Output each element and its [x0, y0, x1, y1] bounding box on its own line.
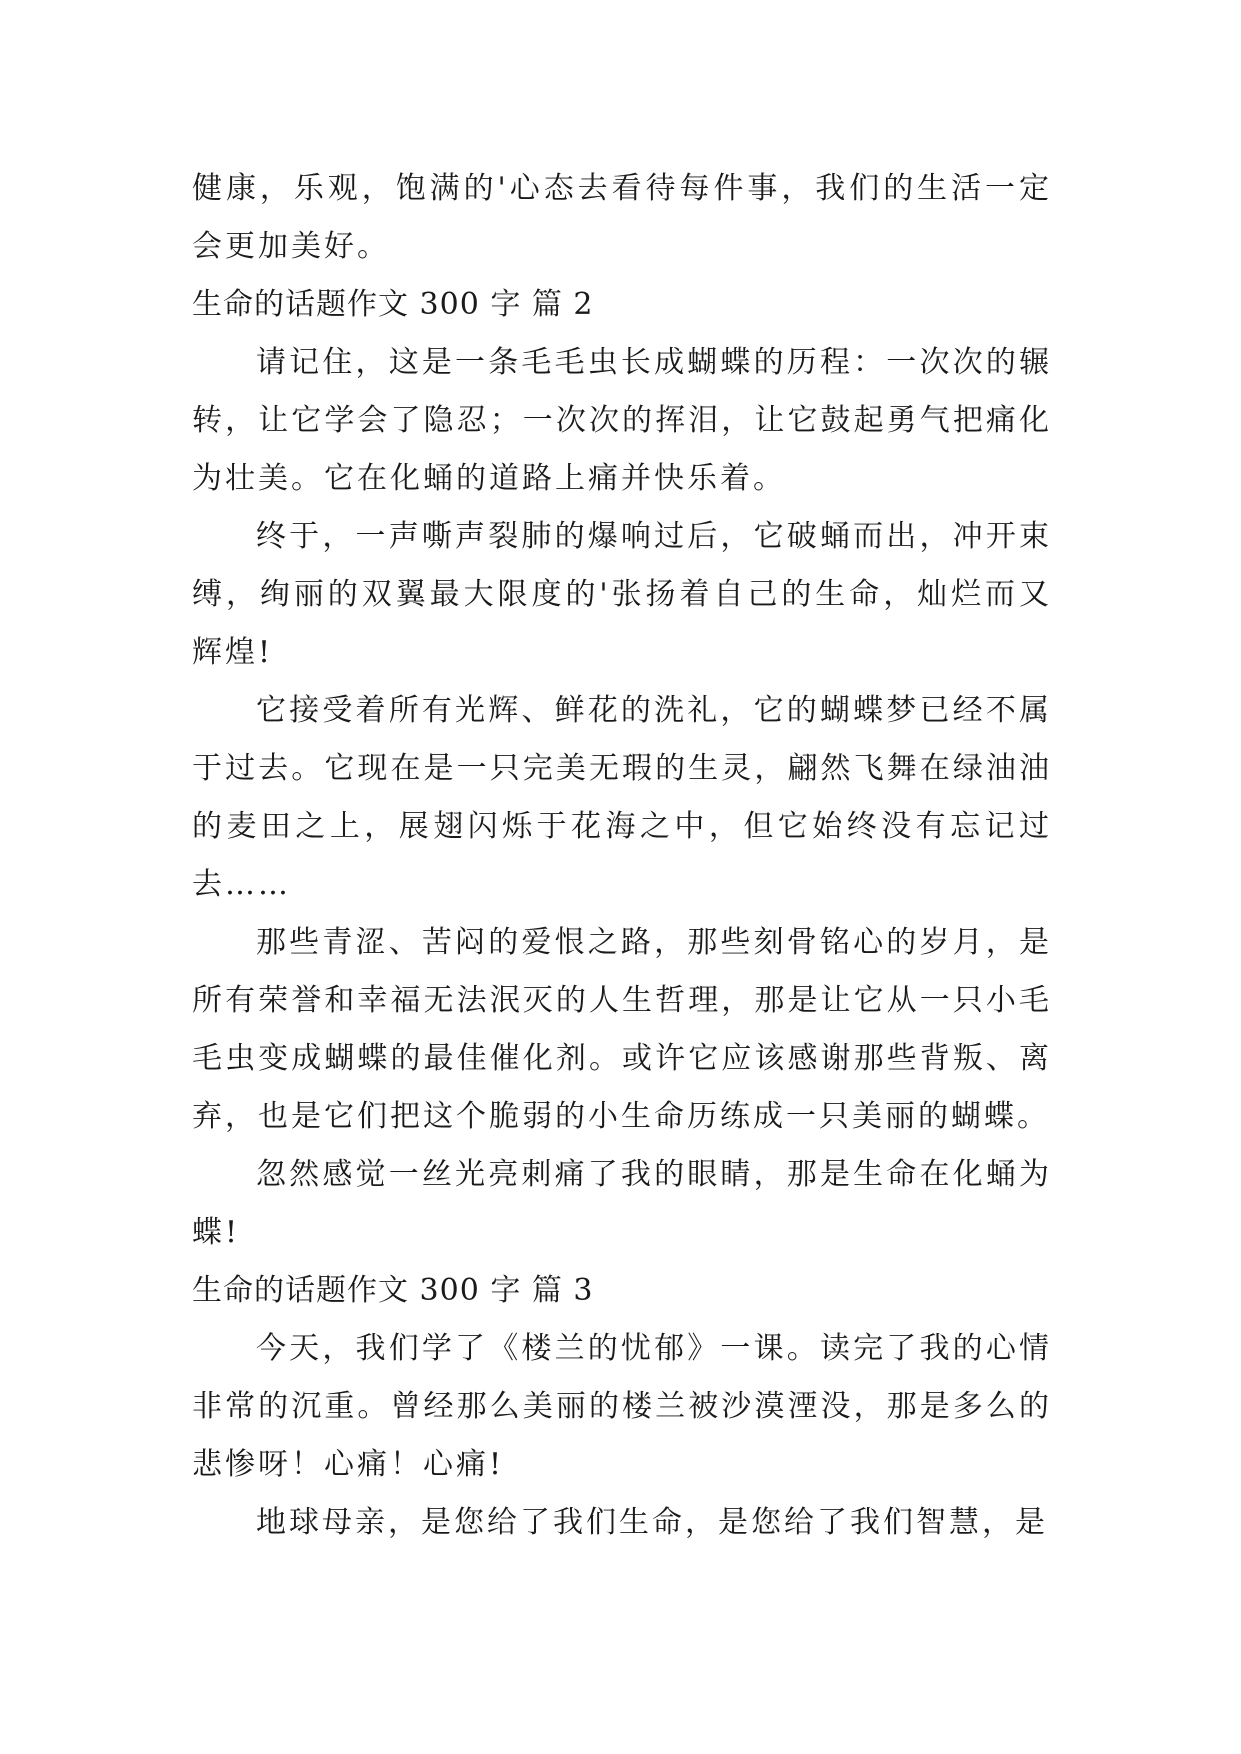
paragraph: 请记住，这是一条毛毛虫长成蝴蝶的历程：一次次的辗转，让它学会了隐忍；一次次的挥泪，让它鼓起勇气把痛化为壮美。它在化蛹的道路上痛并快乐着。: [192, 345, 1052, 496]
paragraph: 那些青涩、苦闷的爱恨之路，那些刻骨铭心的岁月，是所有荣誉和幸福无法泯灭的人生哲理，那是让它从一只小毛毛虫变成蝴蝶的最佳催化剂。或许它应该感谢那些背叛、离弃，也是它们把这个脆弱的小生命历练成一只美丽的蝴蝶。: [192, 925, 1052, 1134]
section-heading: 生命的话题作文 300 字 篇 2: [192, 287, 594, 322]
document-body: [192, 160, 1052, 1552]
paragraph: 地球母亲，是您给了我们生命，是您给了我们智慧，是: [256, 1505, 1048, 1540]
paragraph: 终于，一声嘶声裂肺的爆响过后，它破蛹而出，冲开束缚，绚丽的双翼最大限度的'张扬着自己的生命，灿烂而又辉煌!: [192, 519, 1052, 670]
paragraph: 今天，我们学了《楼兰的忧郁》一课。读完了我的心情非常的沉重。曾经那么美丽的楼兰被沙漠湮没，那是多么的悲惨呀！心痛！心痛!: [192, 1331, 1052, 1482]
paragraph: 它接受着所有光辉、鲜花的洗礼，它的蝴蝶梦已经不属于过去。它现在是一只完美无瑕的生灵，翩然飞舞在绿油油的麦田之上，展翅闪烁于花海之中，但它始终没有忘记过去……: [192, 693, 1052, 902]
paragraph: 忽然感觉一丝光亮刺痛了我的眼睛，那是生命在化蛹为蝶!: [192, 1157, 1052, 1250]
section-heading: 生命的话题作文 300 字 篇 3: [192, 1273, 594, 1308]
paragraph: 健康，乐观，饱满的'心态去看待每件事，我们的生活一定会更加美好。: [192, 171, 1052, 264]
